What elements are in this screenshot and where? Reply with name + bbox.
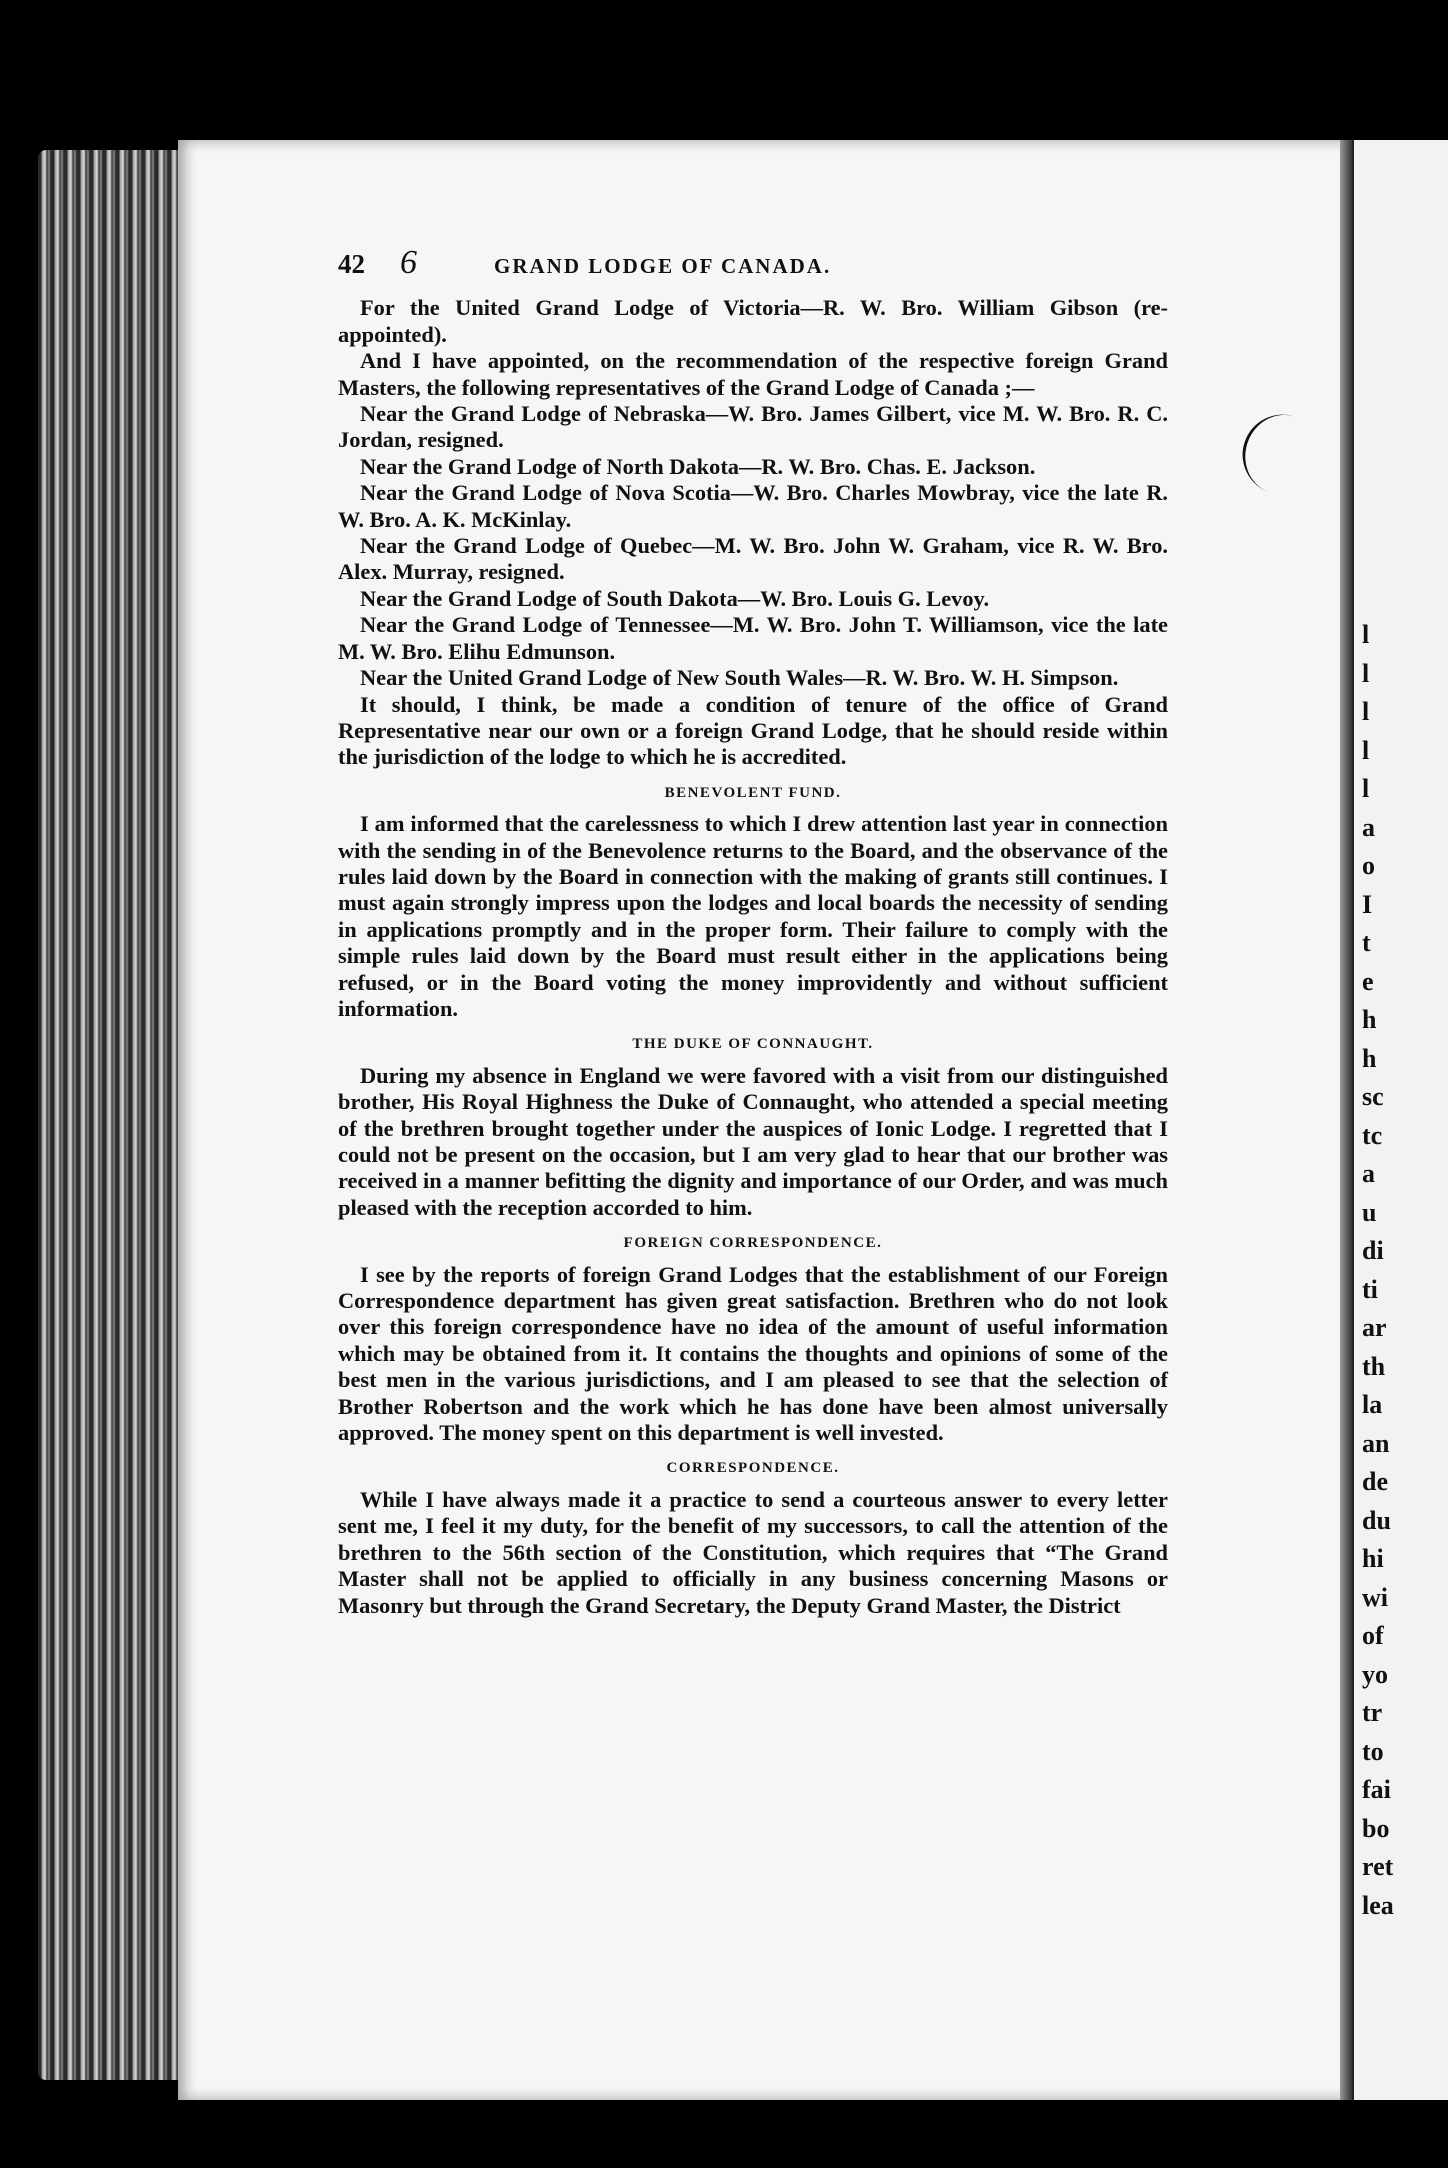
adjacent-page-text-fragment: de xyxy=(1362,1467,1388,1496)
adjacent-page-text-fragment: hi xyxy=(1362,1544,1384,1573)
adjacent-page-text-fragment: bo xyxy=(1362,1813,1390,1843)
adjacent-page-text-fragment: h xyxy=(1362,1005,1377,1034)
adjacent-page-text-fragment: lea xyxy=(1362,1890,1394,1920)
adjacent-page-text-fragment: e xyxy=(1362,966,1374,996)
paragraph: Near the United Grand Lodge of New South Wales—R. W. Bro. W. H. Simpson. xyxy=(360,665,1119,691)
paragraph-benevolent-fund: I am informed that the carelessness to which I drew attention last year in connection with the sending in of the Benevolence returns to the Board, and the observance of the rules laid down by the Board in connection with the making of grants still continues. I must again strongly impress upon the lodges and local boards the necessity of sending in applications promptly and in the proper form. Their failure to comply with the simple rules laid down by the Board must result either in the applications being refused, or in the Board voting the money improvidently and without sufficient information. xyxy=(338,811,1168,1021)
adjacent-page xyxy=(1352,140,1448,2100)
adjacent-page-text-fragment: u xyxy=(1362,1197,1377,1227)
adjacent-page-text-fragment: yo xyxy=(1362,1659,1388,1689)
adjacent-page-text-fragment: o xyxy=(1362,851,1375,880)
adjacent-page-text-fragment: la xyxy=(1362,1390,1383,1419)
adjacent-page-text-fragment: th xyxy=(1362,1351,1386,1381)
adjacent-page-text-fragment: l xyxy=(1362,658,1370,688)
adjacent-page-text-fragment: ret xyxy=(1362,1852,1394,1881)
page-content xyxy=(338,244,1168,1619)
adjacent-page-text-fragment: of xyxy=(1362,1621,1384,1650)
adjacent-page-text-fragment: ti xyxy=(1362,1274,1378,1304)
adjacent-page-text-fragment: to xyxy=(1362,1736,1384,1766)
paragraph-foreign-correspondence: I see by the reports of foreign Grand Lodges that the establishment of our Foreign Correspondence department has given great satisfaction. Brethren who do not look over this foreign correspondence have no idea of the amount of useful information which may be obtained from it. It contains the thoughts and opinions of some of the best men in the various jurisdictions, and I am pleased to see that the selection of Brother Robertson and the work which he has done have been almost universally approved. The money spent on this department is well invested. xyxy=(338,1261,1168,1446)
adjacent-page-text-fragment: l xyxy=(1362,735,1370,765)
adjacent-page-text-fragment: tc xyxy=(1362,1120,1383,1150)
paragraph-correspondence: While I have always made it a practice to send a courteous answer to every letter sent me, I feel it my duty, for the benefit of my successors, to call the attention of the brethren to the 56th section of the Constitution, which requires that “The Grand Master shall not be applied to officially in any business concerning Masons or Masonry but through the Grand Secretary, the Deputy Grand Master, the District xyxy=(338,1486,1168,1618)
paragraph: For the United Grand Lodge of Victoria—R. W. Bro. William Gibson (re-appointed). xyxy=(338,295,1168,347)
page-number: 42 xyxy=(338,249,365,279)
section-heading-benevolent-fund: BENEVOLENT FUND. xyxy=(664,784,842,801)
section-heading-foreign-correspondence: FOREIGN CORRESPONDENCE. xyxy=(623,1235,883,1252)
adjacent-page-text-fragment: sc xyxy=(1362,1082,1384,1111)
adjacent-page-text-fragment: du xyxy=(1362,1505,1391,1535)
adjacent-page-text-fragment: ar xyxy=(1362,1313,1387,1342)
running-title: GRAND LODGE OF CANADA. xyxy=(494,254,832,278)
adjacent-page-text-fragment: l xyxy=(1362,774,1370,803)
book-page-edges xyxy=(38,150,178,2080)
paragraph: Near the Grand Lodge of Tennessee—M. W. Bro. John T. Williamson, vice the late M. W. Bro. Elihu Edmunson. xyxy=(338,612,1168,664)
adjacent-page-text-fragment: wi xyxy=(1362,1582,1388,1612)
adjacent-page-text-fragment: l xyxy=(1362,697,1370,726)
adjacent-page-text-fragment: I xyxy=(1362,889,1373,919)
adjacent-page-text-fragment: a xyxy=(1362,812,1375,842)
adjacent-page-text-fragment: fai xyxy=(1362,1775,1391,1804)
page-header xyxy=(338,244,1168,281)
paragraph: And I have appointed, on the recommendation of the respective foreign Grand Masters, the following representatives of the Grand Lodge of Canada ;— xyxy=(338,348,1168,400)
adjacent-page-text-fragment: a xyxy=(1362,1159,1375,1188)
adjacent-page-text-fragment: t xyxy=(1362,928,1371,957)
section-heading-duke-of-connaught: THE DUKE OF CONNAUGHT. xyxy=(632,1036,874,1053)
paragraph: Near the Grand Lodge of North Dakota—R. W. Bro. Chas. E. Jackson. xyxy=(360,453,1036,479)
adjacent-page-text-fragment: tr xyxy=(1362,1698,1383,1727)
section-heading-correspondence: CORRESPONDENCE. xyxy=(666,1460,840,1477)
paragraph: It should, I think, be made a condition of tenure of the office of Grand Representative near our own or a foreign Grand Lodge, that he should reside within the jurisdiction of the lodge to which he is accredited. xyxy=(338,691,1168,770)
paragraph-duke-of-connaught: During my absence in England we were favored with a visit from our distinguished brother, His Royal Highness the Duke of Connaught, who attended a special meeting of the brethren brought together under the auspices of Ionic Lodge. I regretted that I could not be present on the occasion, but I am very glad to hear that our brother was received in a manner befitting the dignity and importance of our Order, and was much pleased with the reception accorded to him. xyxy=(338,1062,1168,1220)
handwritten-mark: 6 xyxy=(400,244,417,281)
adjacent-page-text-fragment: di xyxy=(1362,1236,1384,1265)
paragraph: Near the Grand Lodge of Nova Scotia—W. Bro. Charles Mowbray, vice the late R. W. Bro. A. K. McKinlay. xyxy=(338,480,1168,532)
paragraph: Near the Grand Lodge of Nebraska—W. Bro. James Gilbert, vice M. W. Bro. R. C. Jordan, resigned. xyxy=(338,401,1168,453)
adjacent-page-text-fragment: l xyxy=(1362,620,1370,649)
paragraph: Near the Grand Lodge of Quebec—M. W. Bro. John W. Graham, vice R. W. Bro. Alex. Murray, resigned. xyxy=(338,533,1168,585)
paragraph: Near the Grand Lodge of South Dakota—W. Bro. Louis G. Levoy. xyxy=(360,585,990,611)
adjacent-page-text-fragment: h xyxy=(1362,1043,1377,1073)
adjacent-page-text-fragment: an xyxy=(1362,1428,1390,1458)
